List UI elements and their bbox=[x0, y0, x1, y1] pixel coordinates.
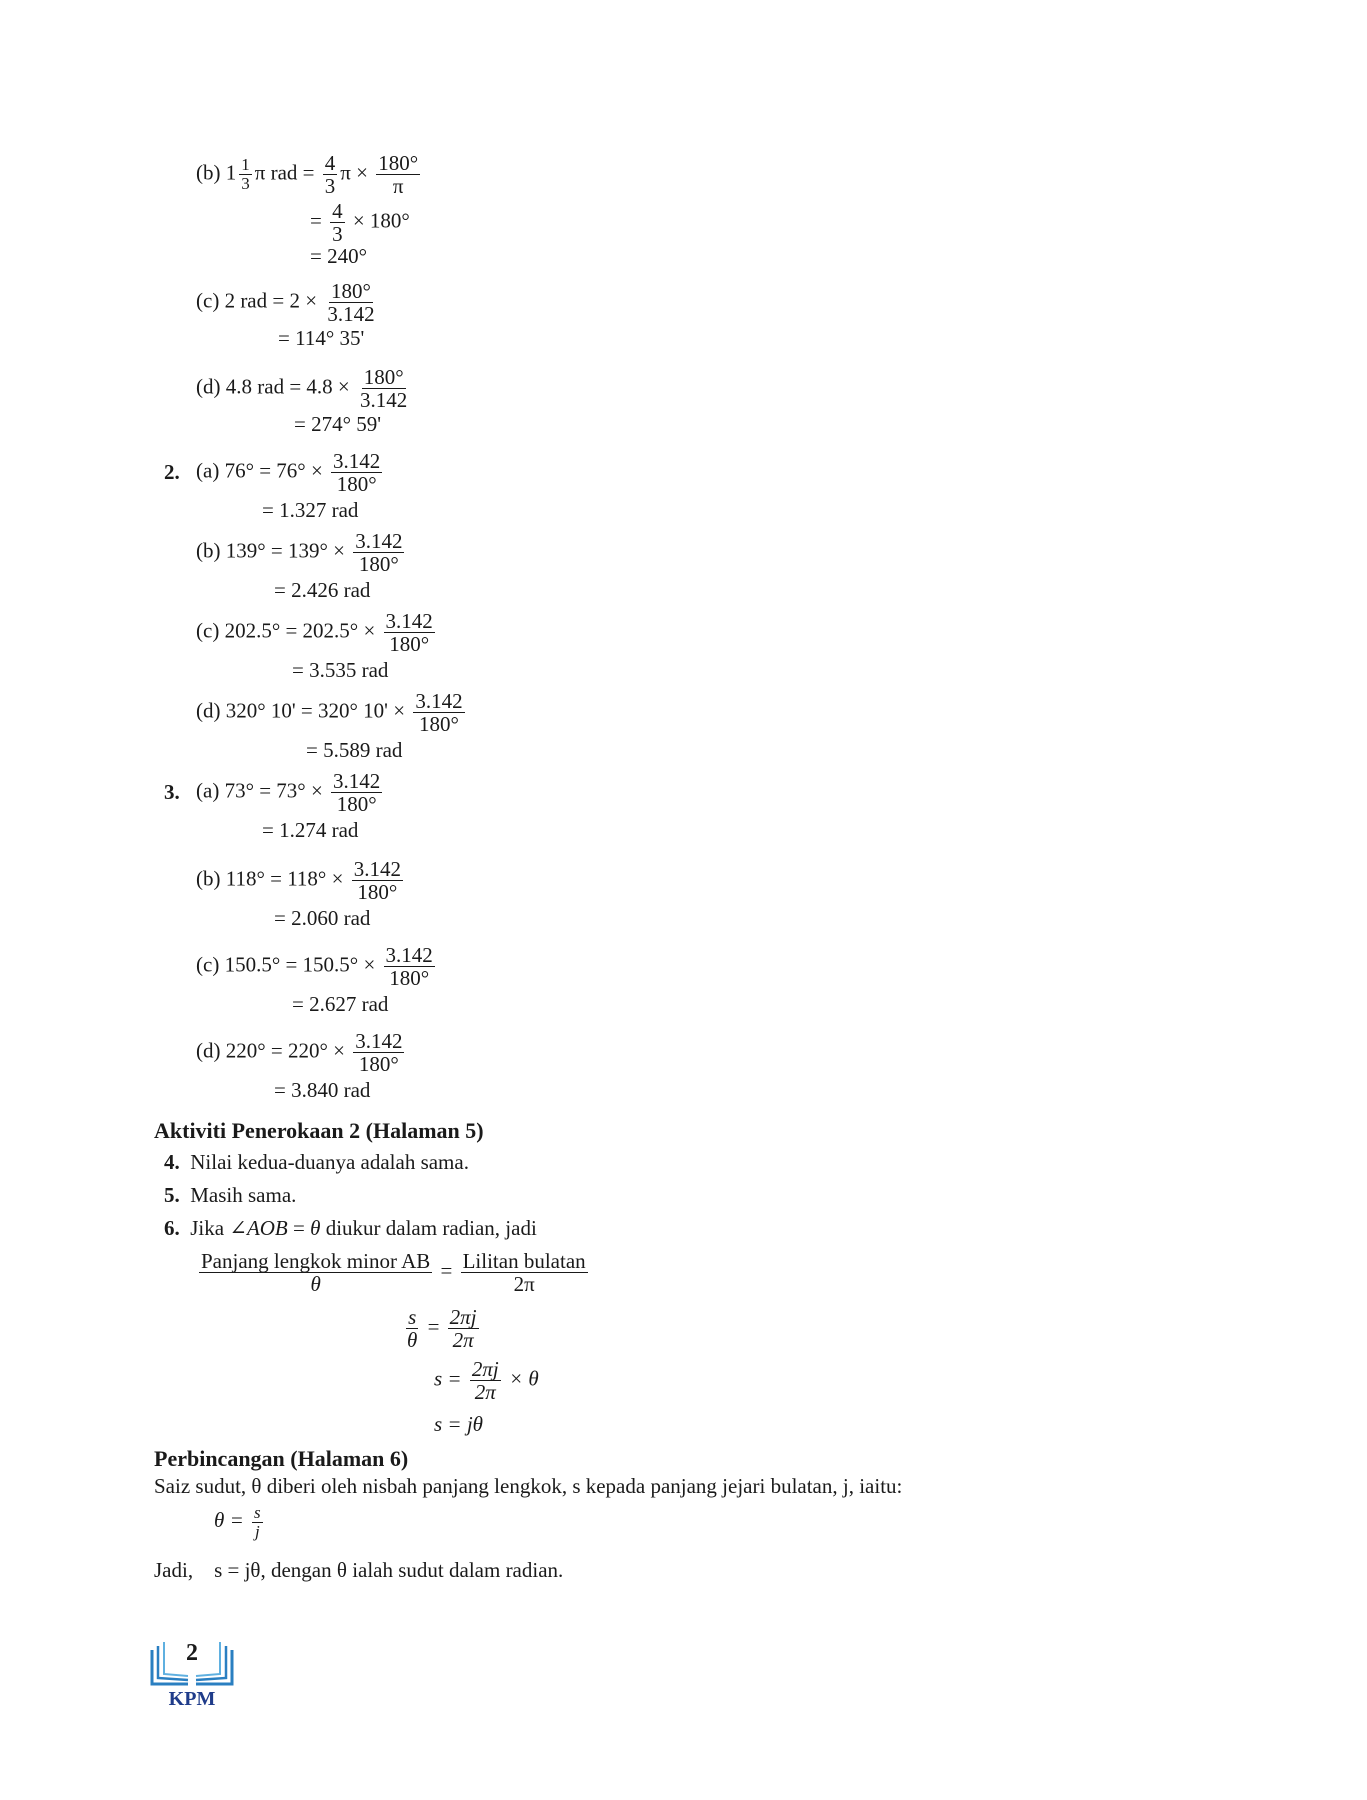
fraction: $\frac{3.142}{180^\circ}$ bbox=[333, 449, 381, 497]
fraction: $\frac{180^\circ}{3.142}$ bbox=[327, 279, 375, 327]
page-number: 2 bbox=[186, 1640, 198, 1666]
q2b-line: (b) 139° = 139° × $\frac{3.142}{180^\circ}$ bbox=[196, 529, 403, 577]
q2d-result: = 5.589 rad bbox=[306, 738, 403, 762]
q2a-line: (a) 76° = 76° × $\frac{3.142}{180^\circ}$ bbox=[196, 449, 381, 497]
list-item: 5. Masih sama. bbox=[164, 1183, 297, 1207]
q1b-line1: (b) 1 $\frac{1}{3}$ π rad = $\frac{4}{3}$ π × $\frac{180^\circ}{\pi}$ bbox=[196, 151, 419, 199]
fraction: $\frac{3.142}{180^\circ}$ bbox=[415, 689, 463, 737]
perbincangan-heading: Perbincangan (Halaman 6) bbox=[154, 1446, 409, 1471]
fraction: $\frac{\text{Lilitan bulatan}}{2\pi}$ bbox=[462, 1249, 586, 1297]
q3-number: 3. bbox=[164, 780, 180, 804]
fraction: $\frac{4}{3}$ bbox=[332, 199, 343, 247]
q1b-label: (b) bbox=[196, 160, 221, 185]
fraction: $\frac{3.142}{180^\circ}$ bbox=[385, 609, 433, 657]
brand-label: KPM bbox=[168, 1688, 216, 1710]
q2c-line: (c) 202.5° = 202.5° × $\frac{3.142}{180^\circ}$ bbox=[196, 609, 433, 657]
fraction: $\frac{180^\circ}{3.142}$ bbox=[360, 365, 408, 413]
fraction: $\frac{4}{3}$ bbox=[324, 151, 336, 199]
equation-arc-ratio: $\frac{\text{Panjang lengkok minor AB}}{\theta}$ = $\frac{\text{Lilitan bulatan}}{2\pi}$ bbox=[201, 1249, 586, 1297]
fraction: $\frac{s}{\theta}$ bbox=[407, 1305, 418, 1353]
list-item: 4. Nilai kedua-duanya adalah sama. bbox=[164, 1150, 469, 1174]
q3d-line: (d) 220° = 220° × $\frac{3.142}{180^\circ}$ bbox=[196, 1029, 403, 1077]
perbincangan-text: Saiz sudut, θ diberi oleh nisbah panjang lengkok, s kepada panjang jejari bulatan, j, iaitu: bbox=[154, 1474, 903, 1498]
q1d-result: = 274° 59' bbox=[294, 412, 382, 436]
fraction: $\frac{180^\circ}{\pi}$ bbox=[378, 151, 419, 199]
q1c-line1: (c) 2 rad = 2 × $\frac{180^\circ}{3.142}$ bbox=[196, 279, 375, 327]
q2b-result: = 2.426 rad bbox=[274, 578, 371, 602]
q2d-line: (d) 320° 10' = 320° 10' × $\frac{3.142}{180^\circ}$ bbox=[196, 689, 463, 737]
q2-number: 2. bbox=[164, 460, 180, 484]
fraction: $\frac{3.142}{180^\circ}$ bbox=[355, 1029, 403, 1077]
theta-formula: θ = $\frac{s}{j}$ bbox=[214, 1503, 261, 1541]
kpm-logo bbox=[148, 1632, 236, 1712]
conclusion-text: Jadi, s = jθ, dengan θ ialah sudut dalam radian. bbox=[154, 1558, 564, 1582]
list-item: 6. Jika ∠AOB = θ diukur dalam radian, jadi bbox=[164, 1216, 537, 1240]
q3b-line: (b) 118° = 118° × $\frac{3.142}{180^\circ}$ bbox=[196, 857, 401, 905]
fraction: $\frac{\text{Panjang lengkok minor AB}}{\theta}$ bbox=[201, 1249, 431, 1297]
fraction: $\frac{2\pi j}{2\pi}$ bbox=[449, 1305, 477, 1353]
fraction: $\frac{s}{j}$ bbox=[254, 1503, 261, 1541]
q3a-result: = 1.274 rad bbox=[262, 818, 359, 842]
q3d-result: = 3.840 rad bbox=[274, 1078, 371, 1102]
q1d-line1: (d) 4.8 rad = 4.8 × $\frac{180^\circ}{3.142}$ bbox=[196, 365, 408, 413]
fraction: $\frac{3.142}{180^\circ}$ bbox=[355, 529, 403, 577]
equation-step-3: s = $\frac{2\pi j}{2\pi}$ × θ bbox=[434, 1357, 539, 1405]
fraction: $\frac{3.142}{180^\circ}$ bbox=[333, 769, 381, 817]
mixed-fraction: $\frac{1}{3}$ bbox=[241, 155, 250, 194]
fraction: $\frac{2\pi j}{2\pi}$ bbox=[471, 1357, 499, 1405]
q1b-line3: = 240° bbox=[310, 244, 367, 268]
q1b-line2: = $\frac{4}{3}$ × 180° bbox=[310, 199, 410, 247]
q1c-result: = 114° 35' bbox=[278, 326, 365, 350]
q3c-line: (c) 150.5° = 150.5° × $\frac{3.142}{180^\circ}$ bbox=[196, 943, 433, 991]
equation-step-2: $\frac{s}{\theta}$ = $\frac{2\pi j}{2\pi}$ bbox=[407, 1305, 477, 1353]
q3a-line: (a) 73° = 73° × $\frac{3.142}{180^\circ}$ bbox=[196, 769, 381, 817]
aktiviti-heading: Aktiviti Penerokaan 2 (Halaman 5) bbox=[154, 1118, 484, 1143]
q3b-result: = 2.060 rad bbox=[274, 906, 371, 930]
equation-result: s = jθ bbox=[434, 1412, 483, 1436]
q3c-result: = 2.627 rad bbox=[292, 992, 389, 1016]
q2a-result: = 1.327 rad bbox=[262, 498, 359, 522]
q2c-result: = 3.535 rad bbox=[292, 658, 389, 682]
fraction: $\frac{3.142}{180^\circ}$ bbox=[353, 857, 401, 905]
fraction: $\frac{3.142}{180^\circ}$ bbox=[385, 943, 433, 991]
